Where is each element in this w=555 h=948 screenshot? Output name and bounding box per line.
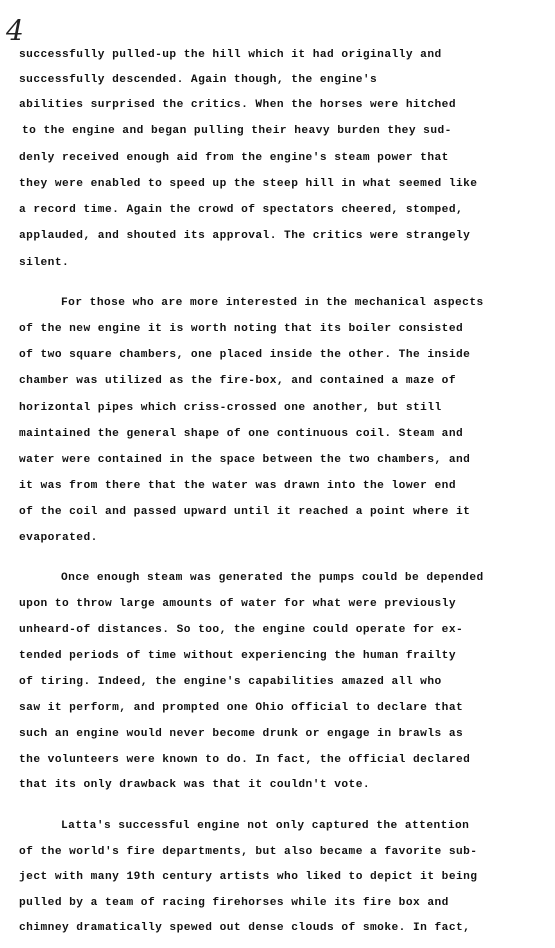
text-line: silent. — [19, 257, 70, 269]
text-line: chamber was utilized as the fire-box, and contained a maze of — [19, 375, 456, 387]
text-line: Once enough steam was generated the pumps could be depended — [61, 572, 484, 584]
text-line: unheard-of distances. So too, the engine could operate for ex- — [19, 624, 464, 636]
page-number: 4 — [6, 14, 24, 47]
text-line: that its only drawback was that it couldn't vote. — [19, 779, 371, 791]
text-line: of the new engine it is worth noting that its boiler consisted — [19, 323, 464, 335]
text-line: maintained the general shape of one continuous coil. Steam and — [19, 428, 464, 440]
text-line: they were enabled to speed up the steep hill in what seemed like — [19, 178, 478, 190]
text-line: water were contained in the space between the two chambers, and — [19, 454, 471, 466]
text-line: of the world's fire departments, but also became a favorite sub- — [19, 846, 478, 858]
text-line: Latta's successful engine not only captured the attention — [61, 820, 470, 832]
text-line: to the engine and began pulling their heavy burden they sud- — [22, 125, 452, 137]
text-line: such an engine would never become drunk or engage in brawls as — [19, 728, 464, 740]
text-line: ject with many 19th century artists who liked to depict it being — [19, 871, 478, 883]
text-line: denly received enough aid from the engine's steam power that — [19, 152, 449, 164]
text-line: of tiring. Indeed, the engine's capabilities amazed all who — [19, 676, 442, 688]
text-line: upon to throw large amounts of water for what were previously — [19, 598, 456, 610]
text-line: successfully descended. Again though, the engine's — [19, 74, 378, 86]
text-line: a record time. Again the crowd of spectators cheered, stomped, — [19, 204, 464, 216]
text-line: successfully pulled-up the hill which it had originally and — [19, 49, 442, 61]
text-line: For those who are more interested in the mechanical aspects — [61, 297, 484, 309]
text-line: chimney dramatically spewed out dense clouds of smoke. In fact, — [19, 922, 471, 934]
text-line: abilities surprised the critics. When the horses were hitched — [19, 99, 456, 111]
text-line: tended periods of time without experiencing the human frailty — [19, 650, 456, 662]
text-line: applauded, and shouted its approval. The critics were strangely — [19, 230, 471, 242]
text-line: of the coil and passed upward until it reached a point where it — [19, 506, 471, 518]
text-line: of two square chambers, one placed inside the other. The inside — [19, 349, 471, 361]
text-line: horizontal pipes which criss-crossed one another, but still — [19, 402, 442, 414]
text-line: pulled by a team of racing firehorses while its fire box and — [19, 897, 449, 909]
text-line: it was from there that the water was drawn into the lower end — [19, 480, 456, 492]
text-line: saw it perform, and prompted one Ohio official to declare that — [19, 702, 464, 714]
text-line: the volunteers were known to do. In fact, the official declared — [19, 754, 471, 766]
text-line: evaporated. — [19, 532, 98, 544]
